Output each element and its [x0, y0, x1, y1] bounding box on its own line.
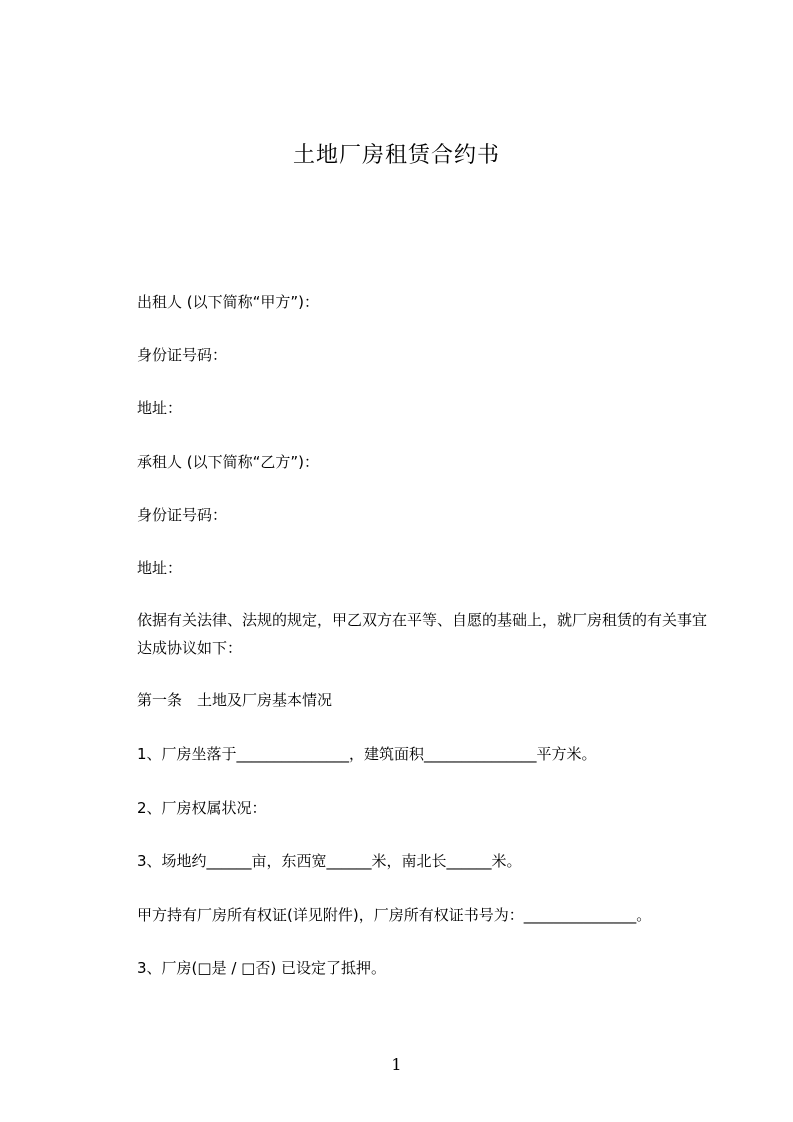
- intro-paragraph: 依据有关法律、法规的规定，甲乙双方在平等、自愿的基础上，就厂房租赁的有关事宜达成协议如下：: [137, 611, 708, 657]
- lessee-line: 承租人 (以下简称“乙方”)：: [137, 453, 320, 471]
- document-title: 土地厂房租赁合约书: [292, 143, 500, 168]
- lessor-address-line: 地址：: [137, 399, 183, 417]
- lessor-id-line: 身份证号码：: [137, 346, 228, 364]
- item-1-location-area: 1、厂房坐落于_______________，建筑面积_______________平方米。: [137, 745, 597, 763]
- ownership-certificate-line: 甲方持有厂房所有权证(详见附件)，厂房所有权证书号为：_______________。: [137, 906, 652, 924]
- lessee-id-line: 身份证号码：: [137, 506, 228, 524]
- item-2-ownership-status: 2、厂房权属状况：: [137, 799, 267, 817]
- item-3-mortgage: 3、厂房(□是 / □否) 已设定了抵押。: [137, 959, 386, 977]
- item-3-site-size: 3、场地约______亩，东西宽______米，南北长______米。: [137, 852, 522, 870]
- lessor-line: 出租人 (以下简称“甲方”)：: [137, 293, 320, 311]
- lessee-address-line: 地址：: [137, 559, 183, 577]
- article-1-heading: 第一条 土地及厂房基本情况: [137, 691, 333, 709]
- page-number: 1: [391, 1055, 402, 1074]
